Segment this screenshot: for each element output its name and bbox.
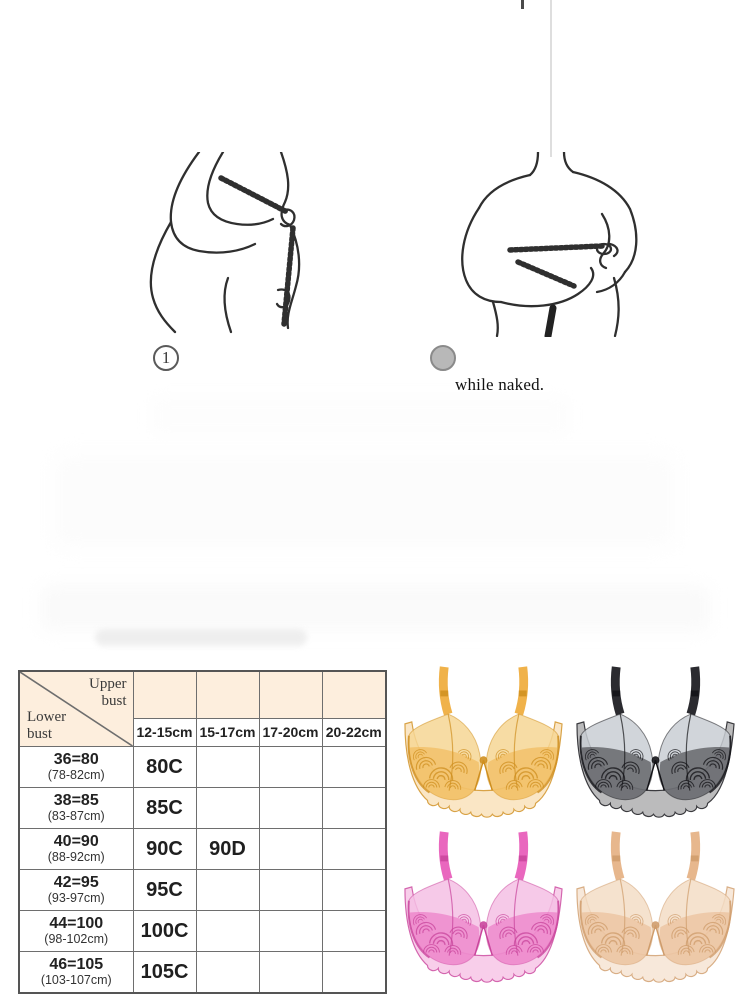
table-row [19, 747, 386, 788]
row-label [19, 952, 133, 994]
faded-text-ghost [40, 585, 710, 631]
row-range: (103-107cm) [40, 973, 112, 988]
size-cell [322, 952, 386, 994]
size-cell [322, 747, 386, 788]
size-cell [322, 788, 386, 829]
step-2-marker [430, 345, 456, 371]
size-cell [196, 788, 259, 829]
size-cell [322, 829, 386, 870]
size-cell [322, 911, 386, 952]
step-2-figure-illustration [452, 152, 652, 337]
tape-end-stub [521, 0, 524, 9]
row-range: (78-82cm) [47, 768, 105, 783]
row-size: 44=100 [49, 914, 104, 932]
column-header: 17-20cm [259, 718, 322, 746]
corner-lower-bust-label: Lower bust [27, 708, 67, 742]
product-tile-nude-bra [574, 831, 737, 988]
step-1-marker [153, 345, 179, 371]
column-header: 12-15cm [133, 718, 196, 746]
size-cell [259, 952, 322, 994]
size-cell [196, 952, 259, 994]
corner-cell [19, 671, 133, 747]
product-tile-yellow-bra [402, 666, 565, 823]
bra-illustration [574, 666, 737, 823]
size-chart [18, 670, 387, 994]
product-tile-black-bra [574, 666, 737, 823]
row-label [19, 870, 133, 911]
row-size: 36=80 [53, 750, 99, 768]
bra-illustration [402, 831, 565, 988]
size-cell [196, 911, 259, 952]
row-size: 42=95 [53, 873, 99, 891]
table-row [19, 911, 386, 952]
row-size: 38=85 [53, 791, 99, 809]
row-label [19, 829, 133, 870]
size-cell: 80C [133, 747, 196, 788]
corner-upper-bust-label: Upper bust [89, 676, 127, 710]
faded-text-ghost [150, 396, 570, 436]
size-cell: 90D [196, 829, 259, 870]
row-size: 40=90 [53, 832, 99, 850]
faded-text-ghost [95, 629, 307, 646]
product-tile-pink-bra [402, 831, 565, 988]
column-header: 20-22cm [322, 718, 386, 746]
row-range: (98-102cm) [44, 932, 109, 947]
hanging-tape-line [550, 0, 552, 157]
step-1-number: 1 [161, 348, 171, 367]
row-label [19, 788, 133, 829]
size-cell [196, 870, 259, 911]
header-blank-cell [133, 671, 196, 718]
bra-illustration [574, 831, 737, 988]
faded-text-ghost [55, 455, 675, 547]
header-blank-cell [259, 671, 322, 718]
step-1-figure-illustration [133, 152, 333, 337]
row-label [19, 747, 133, 788]
size-cell: 95C [133, 870, 196, 911]
header-blank-cell [196, 671, 259, 718]
table-row [19, 870, 386, 911]
size-cell: 100C [133, 911, 196, 952]
size-cell [259, 747, 322, 788]
guide-caption: while naked. [455, 375, 545, 394]
row-range: (93-97cm) [47, 891, 105, 906]
header-blank-cell [322, 671, 386, 718]
row-range: (83-87cm) [47, 809, 105, 824]
table-row [19, 829, 386, 870]
size-cell [259, 870, 322, 911]
row-size: 46=105 [49, 955, 104, 973]
size-cell [259, 911, 322, 952]
bra-illustration [402, 666, 565, 823]
table-row [19, 788, 386, 829]
column-header: 15-17cm [196, 718, 259, 746]
size-cell: 105C [133, 952, 196, 994]
table-row [19, 952, 386, 994]
size-cell [196, 747, 259, 788]
row-label [19, 911, 133, 952]
size-cell [322, 870, 386, 911]
row-range: (88-92cm) [47, 850, 105, 865]
size-cell: 90C [133, 829, 196, 870]
size-cell [259, 788, 322, 829]
size-cell [259, 829, 322, 870]
size-cell: 85C [133, 788, 196, 829]
